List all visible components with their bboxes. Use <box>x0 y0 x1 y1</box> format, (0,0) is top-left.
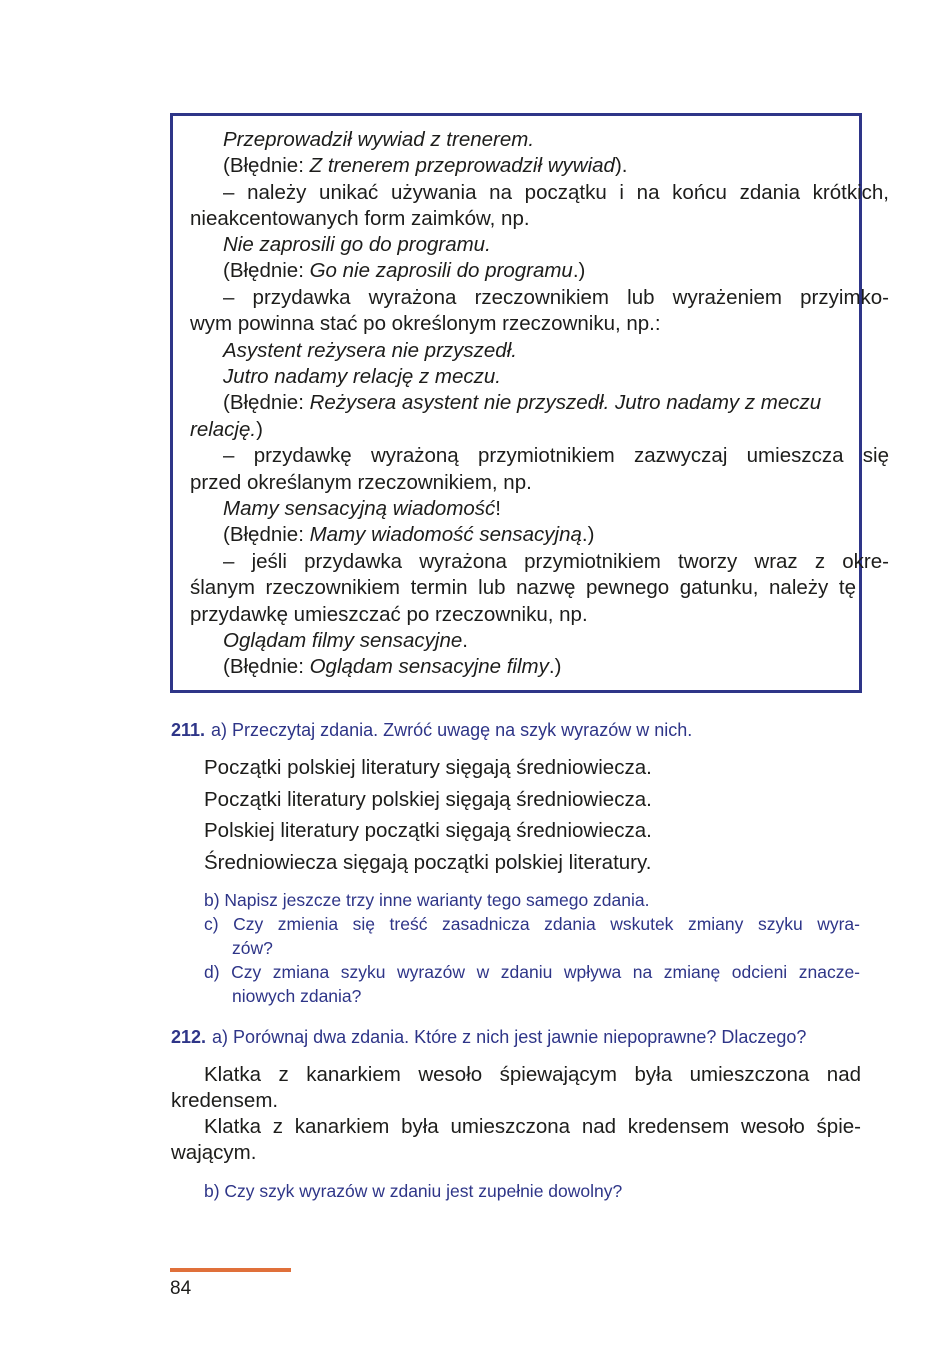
example-sentence: Asystent reżysera nie przyszedł. <box>223 339 517 362</box>
incorrect-example: (Błędnie: Oglądam sensacyjne filmy.) <box>223 655 562 678</box>
page-number: 84 <box>170 1278 192 1299</box>
example-sentence: Początki literatury polskiej sięgają średniowiecza. <box>204 788 652 811</box>
rule-text: ślanym rzeczownikiem termin lub nazwę pewnego gatunku, należy tę <box>190 576 856 599</box>
footer-rule <box>170 1268 291 1272</box>
example-sentence: Mamy sensacyjną wiadomość! <box>223 497 501 520</box>
exercise-task-c: c) Czy zmienia się treść zasadnicza zdania wskutek zmiany szyku wyra- <box>204 914 860 934</box>
rule-text: wym powinna stać po określonym rzeczowniku, np.: <box>190 312 661 335</box>
exercise-task-d-cont: niowych zdania? <box>232 986 362 1006</box>
exercise-task-a: a) Przeczytaj zdania. Zwróć uwagę na szyk wyrazów w nich. <box>211 720 693 740</box>
example-paragraph: wającym. <box>171 1141 257 1164</box>
exercise-number: 211. <box>171 720 206 740</box>
example-paragraph: kredensem. <box>171 1089 279 1112</box>
example-sentence: Nie zaprosili go do programu. <box>223 233 491 256</box>
example-sentence: Oglądam filmy sensacyjne. <box>223 629 468 652</box>
rule-text: nieakcentowanych form zaimków, np. <box>190 207 530 230</box>
exercise-task-d: d) Czy zmiana szyku wyrazów w zdaniu wpływa na zmianę odcieni znacze- <box>204 962 860 982</box>
example-sentence: Przeprowadził wywiad z trenerem. <box>223 128 535 151</box>
exercise-number: 212. <box>171 1027 207 1047</box>
example-paragraph: Klatka z kanarkiem była umieszczona nad kredensem wesoło śpie- <box>204 1115 861 1138</box>
rule-text: – jeśli przydawka wyrażona przymiotnikiem tworzy wraz z okre- <box>223 550 889 573</box>
example-paragraph: Klatka z kanarkiem wesoło śpiewającym była umieszczona nad <box>204 1063 861 1086</box>
example-sentence: Początki polskiej literatury sięgają średniowiecza. <box>204 756 652 779</box>
incorrect-example: (Błędnie: Reżysera asystent nie przyszedł. Jutro nadamy z meczu <box>223 391 822 414</box>
rule-text: – przydawkę wyrażoną przymiotnikiem zazwyczaj umieszcza się <box>223 444 889 467</box>
rule-text: przed określanym rzeczownikiem, np. <box>190 471 532 494</box>
rule-text: przydawkę umieszczać po rzeczowniku, np. <box>190 603 588 626</box>
rule-text: – należy unikać używania na początku i na końcu zdania krótkich, <box>223 181 889 204</box>
incorrect-example: (Błędnie: Mamy wiadomość sensacyjną.) <box>223 523 595 546</box>
example-sentence: Polskiej literatury początki sięgają średniowiecza. <box>204 819 652 842</box>
exercise-212-heading <box>171 1027 806 1048</box>
incorrect-example: (Błędnie: Z trenerem przeprowadził wywiad). <box>223 154 628 177</box>
example-sentence: Jutro nadamy relację z meczu. <box>223 365 502 388</box>
exercise-task-b: b) Napisz jeszcze trzy inne warianty tego samego zdania. <box>204 890 650 910</box>
example-sentence: Średniowiecza sięgają początki polskiej literatury. <box>204 851 652 874</box>
exercise-task-c-cont: zów? <box>232 938 273 958</box>
rule-text: – przydawka wyrażona rzeczownikiem lub wyrażeniem przyimko- <box>223 286 889 309</box>
exercise-211-heading <box>171 720 692 741</box>
incorrect-example: (Błędnie: Go nie zaprosili do programu.) <box>223 259 586 282</box>
exercise-task-a: a) Porównaj dwa zdania. Które z nich jest jawnie niepoprawne? Dlaczego? <box>212 1027 807 1047</box>
incorrect-example: relację.) <box>190 418 263 441</box>
exercise-task-b: b) Czy szyk wyrazów w zdaniu jest zupełnie dowolny? <box>204 1181 623 1201</box>
